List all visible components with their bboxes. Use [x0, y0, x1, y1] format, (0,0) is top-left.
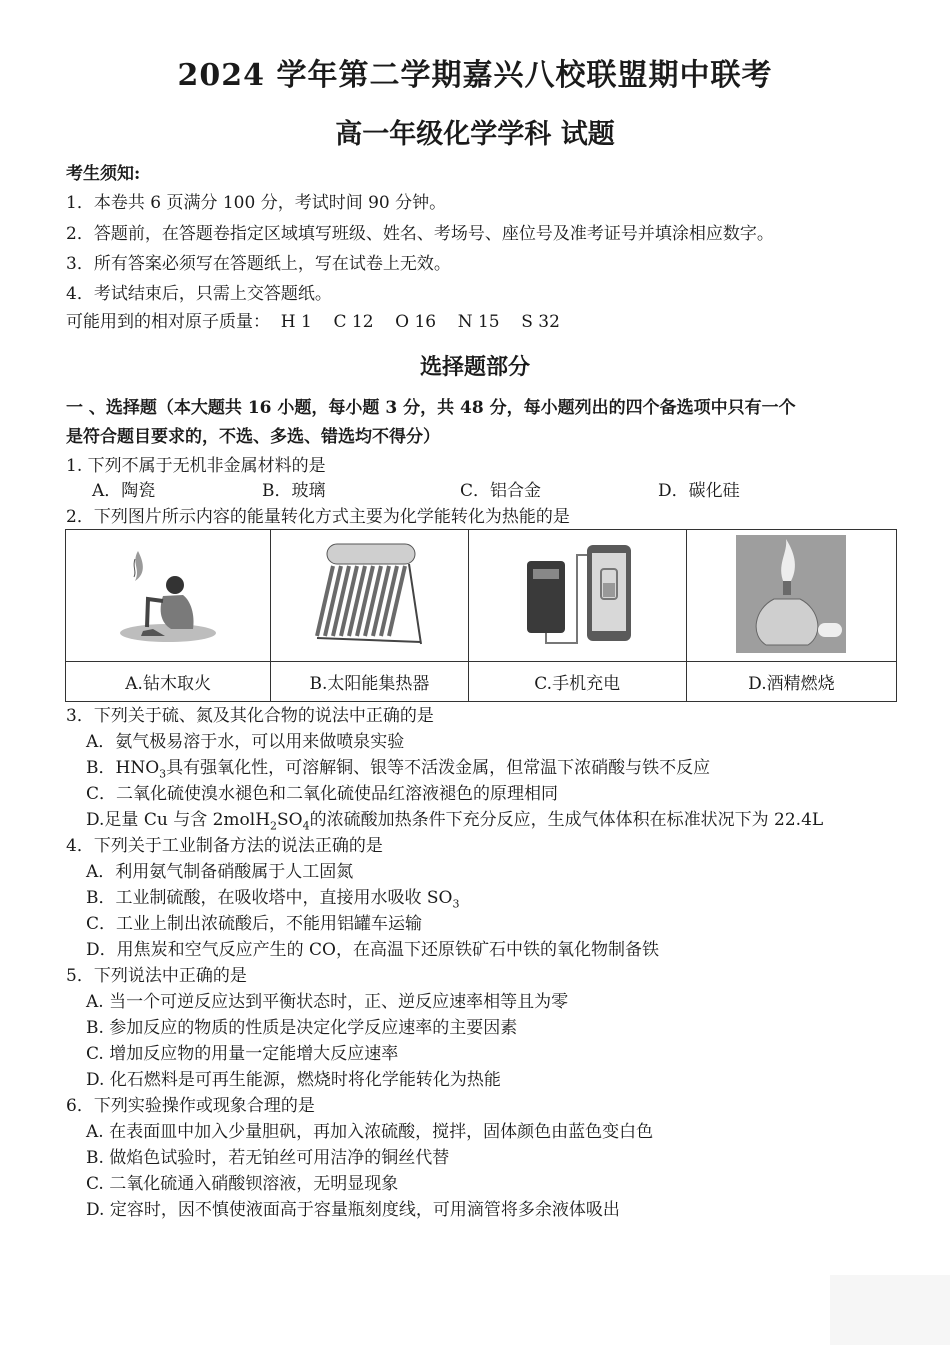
- caption-d: D.酒精燃烧: [686, 662, 896, 702]
- question-5-stem: 5．下列说法中正确的是: [66, 966, 247, 986]
- question-4-option-c: C．工业上制出浓硫酸后，不能用铝罐车运输: [86, 914, 423, 934]
- question-3-option-a: A．氨气极易溶于水，可以用来做喷泉实验: [86, 732, 405, 752]
- image-cell-a: [66, 530, 271, 662]
- question-3-option-b: B．$HNO_3$具有强氧化性，可溶解铜、银等不活泼金属，但常温下浓硝酸与铁不反应: [86, 758, 711, 781]
- notice-item: 4．考试结束后，只需上交答题纸。: [66, 284, 332, 304]
- question-5-option-a: A. 当一个可逆反应达到平衡状态时，正、逆反应速率相等且为零: [86, 992, 569, 1012]
- question-3-option-d: D.足量 Cu 与含 $2molH_2SO_4$的浓硫酸加热条件下充分反应，生成气体体积在标准状况下为 22.4L: [86, 810, 824, 833]
- notice-heading: 考生须知:: [66, 164, 141, 184]
- phone-charging-illustration: [517, 539, 637, 649]
- caption-b: B.太阳能集热器: [271, 662, 468, 702]
- alcohol-lamp-illustration: [736, 535, 846, 653]
- notice-item: 2．答题前，在答题卷指定区域填写班级、姓名、考场号、座位号及准考证号并填涂相应数字。: [66, 224, 774, 244]
- section-instruction: 一 、选择题（本大题共 16 小题，每小题 3 分，共 48 分，每小题列出的四个备选项中只有一个: [66, 398, 796, 418]
- question-3-option-c: C．二氧化硫使溴水褪色和二氧化硫使品红溶液褪色的原理相同: [86, 784, 559, 804]
- option-c: C．铝合金: [460, 481, 542, 501]
- option-a: A．陶瓷: [92, 481, 156, 501]
- question-2-stem: 2．下列图片所示内容的能量转化方式主要为化学能转化为热能的是: [66, 507, 570, 527]
- exam-subtitle: 高一年级化学学科 试题: [335, 119, 615, 150]
- image-cell-d: [686, 530, 896, 662]
- question-5-option-d: D. 化石燃料是可再生能源，燃烧时将化学能转化为热能: [86, 1070, 501, 1090]
- image-cell-b: [271, 530, 468, 662]
- question-4-option-b: B．工业制硫酸，在吸收塔中，直接用水吸收 $SO_3$: [86, 888, 460, 911]
- question-4-option-a: A．利用氨气制备硝酸属于人工固氮: [86, 862, 354, 882]
- caption-a: A.钻木取火: [66, 662, 271, 702]
- question-2-image-table: [65, 529, 897, 702]
- question-4-option-d: D．用焦炭和空气反应产生的 CO，在高温下还原铁矿石中铁的氧化物制备铁: [86, 940, 659, 960]
- question-6-option-d: D. 定容时，因不慎使液面高于容量瓶刻度线，可用滴管将多余液体吸出: [86, 1200, 620, 1220]
- page-corner-shade: [830, 1275, 950, 1345]
- notice-item: 3．所有答案必须写在答题纸上，写在试卷上无效。: [66, 254, 451, 274]
- question-1-stem: 1. 下列不属于无机非金属材料的是: [66, 456, 326, 476]
- image-cell-c: [468, 530, 686, 662]
- atomic-mass-line: 可能用到的相对原子质量： H 1 C 12 O 16 N 15 S 32: [66, 312, 560, 332]
- question-6-option-c: C. 二氧化硫通入硝酸钡溶液，无明显现象: [86, 1174, 399, 1194]
- question-6-option-b: B. 做焰色试验时，若无铂丝可用洁净的铜丝代替: [86, 1148, 450, 1168]
- section-title: 选择题部分: [419, 354, 530, 380]
- question-6-option-a: A. 在表面皿中加入少量胆矾，再加入浓硫酸，搅拌，固体颜色由蓝色变白色: [86, 1122, 654, 1142]
- question-6-stem: 6．下列实验操作或现象合理的是: [66, 1096, 315, 1116]
- option-d: D．碳化硅: [658, 481, 740, 501]
- section-instruction: 是符合题目要求的，不选、多选、错选均不得分）: [66, 427, 440, 447]
- fire-drill-illustration: [113, 541, 223, 646]
- question-3-stem: 3．下列关于硫、氮及其化合物的说法中正确的是: [66, 706, 434, 726]
- caption-c: C.手机充电: [468, 662, 686, 702]
- notice-item: 1．本卷共 6 页满分 100 分，考试时间 90 分钟。: [66, 193, 447, 213]
- option-b: B．玻璃: [262, 481, 326, 501]
- exam-title: 2024 学年第二学期嘉兴八校联盟期中联考: [177, 58, 773, 93]
- question-5-option-c: C. 增加反应物的用量一定能增大反应速率: [86, 1044, 399, 1064]
- solar-heater-illustration: [309, 536, 429, 651]
- question-4-stem: 4．下列关于工业制备方法的说法正确的是: [66, 836, 383, 856]
- question-5-option-b: B. 参加反应的物质的性质是决定化学反应速率的主要因素: [86, 1018, 518, 1038]
